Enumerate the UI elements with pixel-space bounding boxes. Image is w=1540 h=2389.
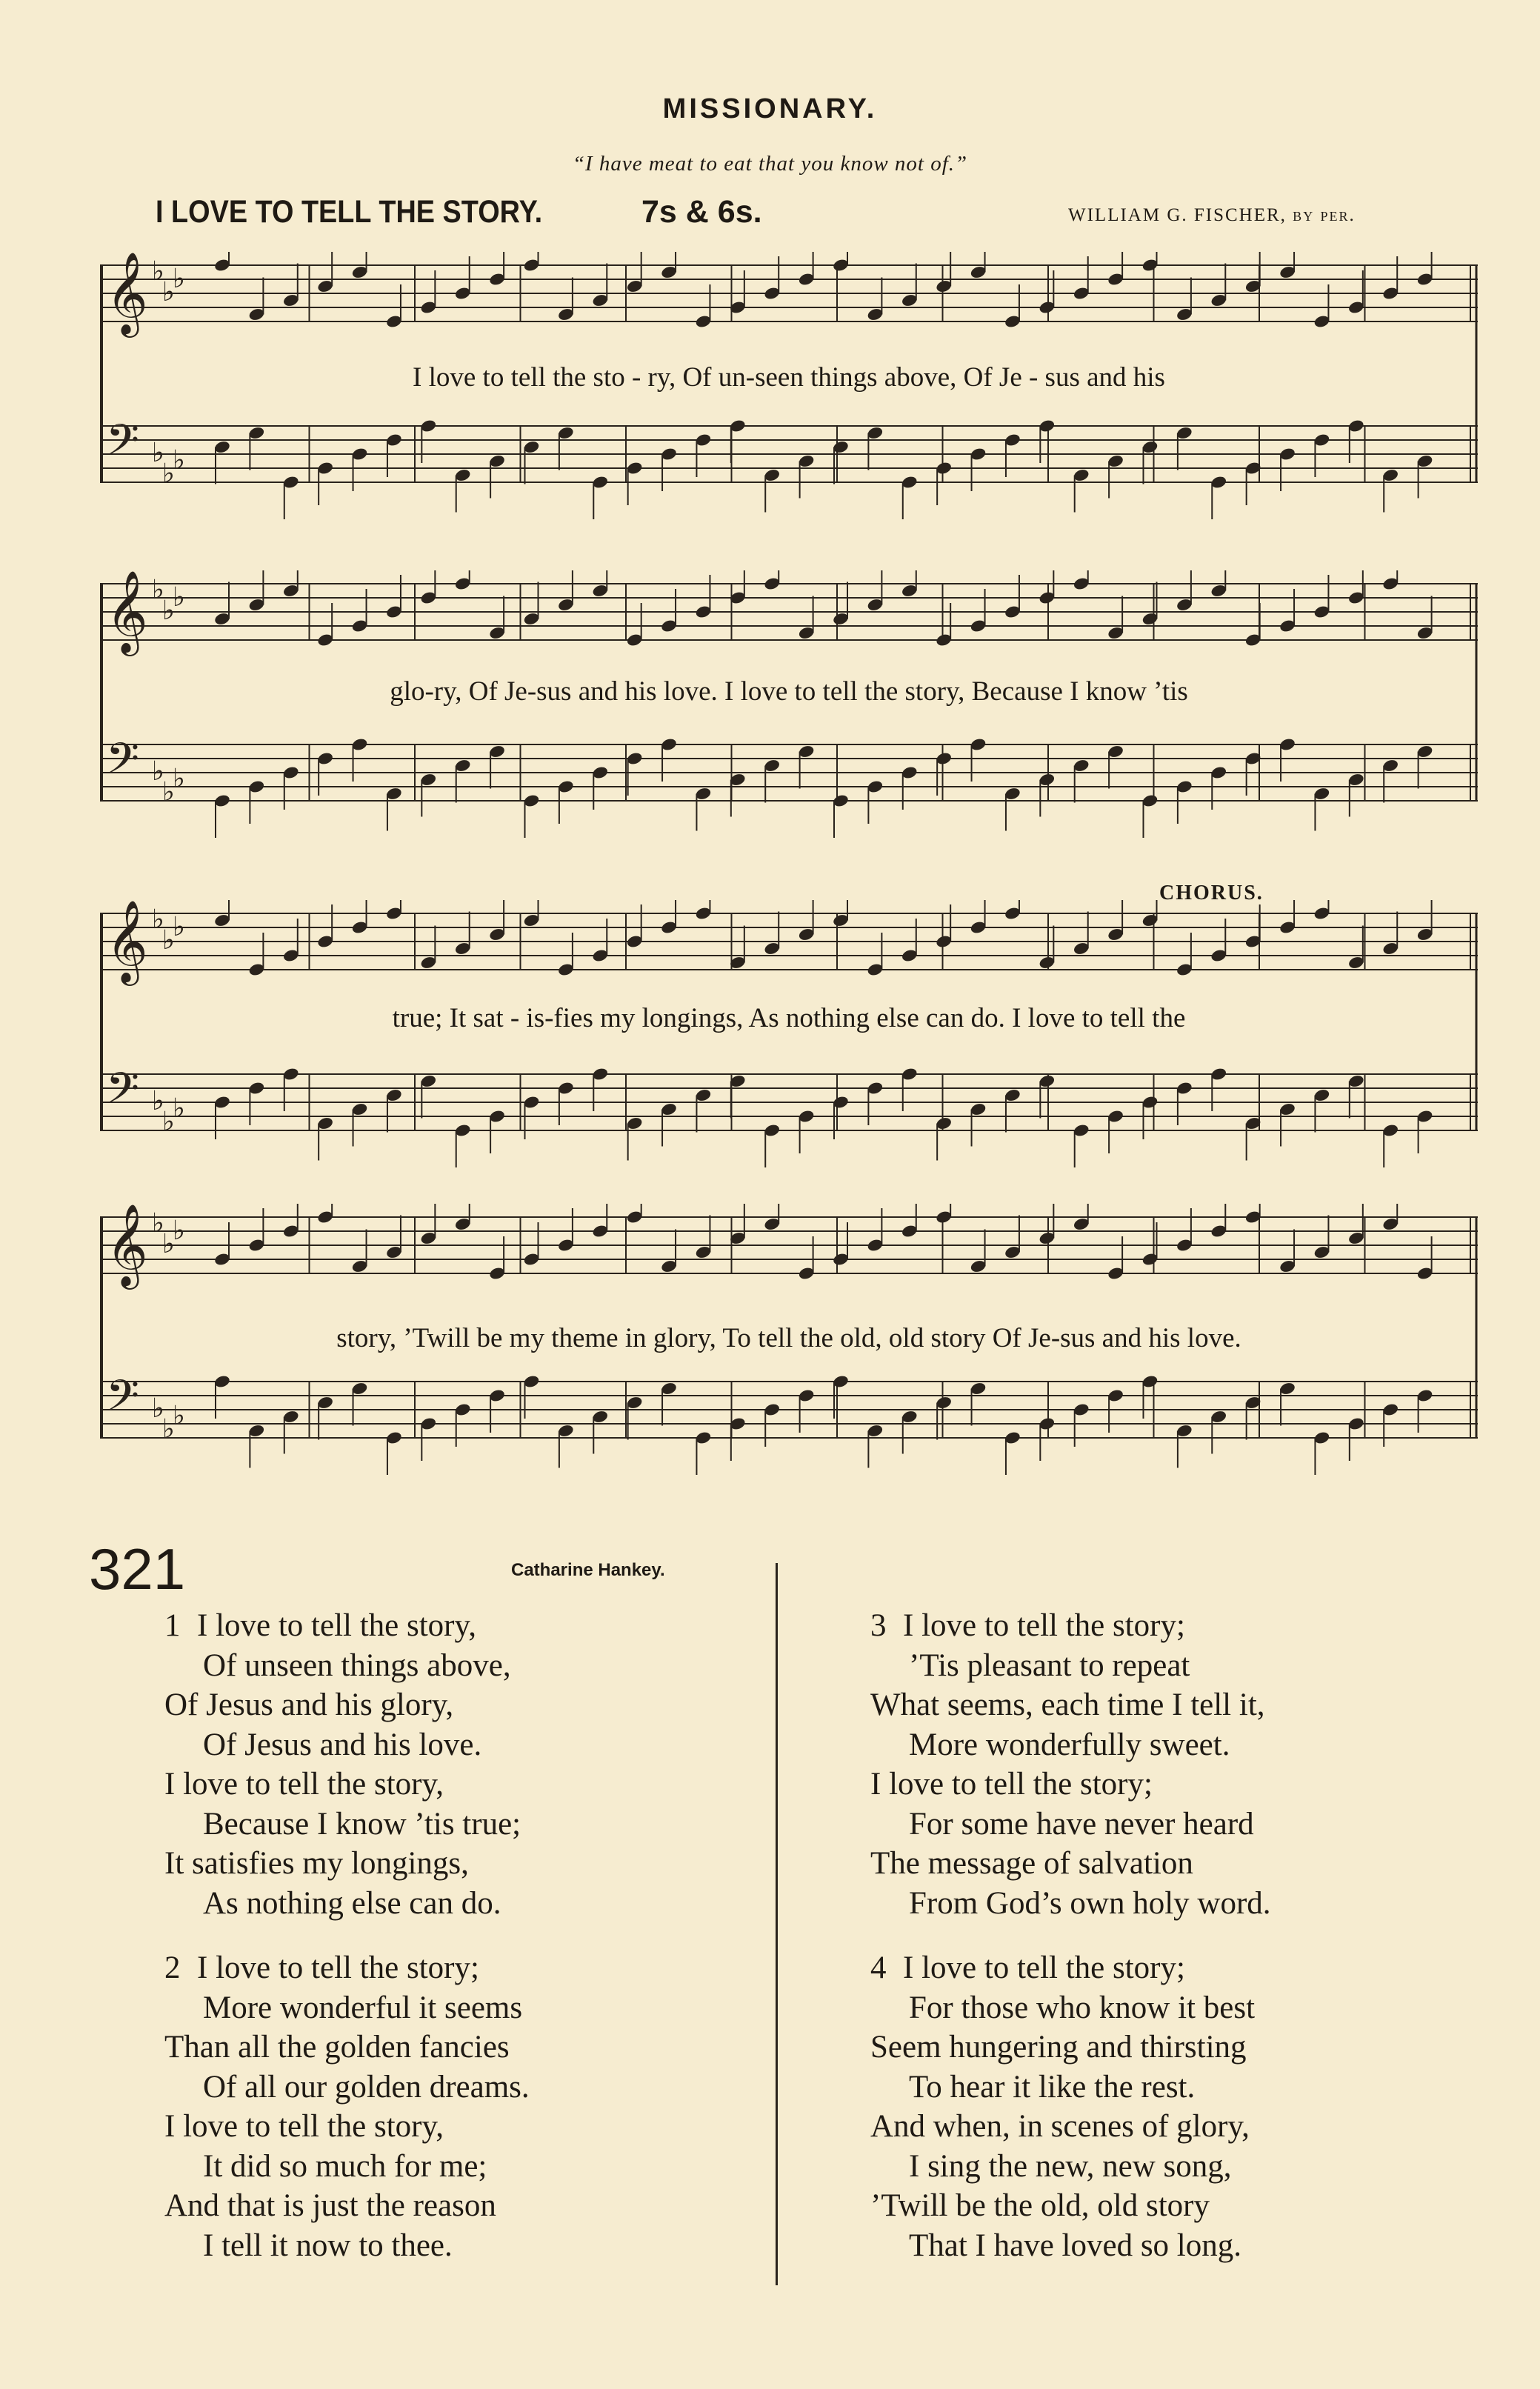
treble-clef-icon: 𝄞 [106, 252, 148, 334]
verse-line [870, 2028, 1255, 2068]
verse-line [164, 1844, 521, 1884]
flat-icon: ♭ [173, 764, 185, 794]
verse-line [870, 2186, 1255, 2226]
bass-clef-icon: 𝄢 [106, 415, 140, 476]
verse-line-text: To hear it like the rest. [909, 2069, 1196, 2105]
verse-line-text: That I have loved so long. [909, 2228, 1242, 2263]
verse-line-text: And that is just the reason [164, 2188, 496, 2223]
flat-icon: ♭ [162, 596, 175, 626]
verse-line-text: Because I know ’tis true; [203, 1806, 521, 1842]
verse-line-text: The message of salvation [870, 1846, 1193, 1881]
music-system-3 [100, 900, 1478, 1196]
verse-line-text: As nothing else can do. [203, 1885, 501, 1921]
flat-icon: ♭ [173, 1216, 185, 1246]
verse-line [870, 2147, 1255, 2187]
verse-line [164, 1988, 530, 2028]
verse-line-text: I love to tell the story; [903, 1950, 1185, 1985]
verse-4 [870, 1948, 1255, 2265]
verse-line-text: I sing the new, new song, [909, 2148, 1232, 2184]
verse-line-text: I love to tell the story, [164, 2109, 444, 2144]
verse-line [870, 1725, 1271, 1765]
flat-icon: ♭ [173, 1401, 185, 1431]
hymn-meter: 7s & 6s. [641, 194, 762, 230]
verse-line [164, 2068, 530, 2108]
flat-icon: ♭ [162, 459, 175, 489]
flat-icon: ♭ [152, 756, 164, 787]
flat-icon: ♭ [152, 1208, 164, 1239]
verse-line [164, 2226, 530, 2266]
bass-clef-icon: 𝄢 [106, 1370, 140, 1431]
lyric-line-3: true; It sat - is-fies my longings, As nothing else can do. I love to tell the [392, 1003, 1186, 1033]
verse-line-text: I love to tell the story; [903, 1608, 1185, 1643]
lyric-line-4: story, ’Twill be my theme in glory, To tell the old, old story Of Je-sus and his love. [336, 1323, 1241, 1353]
verse-line-text: I love to tell the story; [870, 1767, 1153, 1802]
verse-number: 1 [164, 1608, 181, 1643]
verse-line-text: I love to tell the story; [197, 1950, 479, 1985]
bass-clef-icon: 𝄢 [106, 1063, 140, 1124]
verse-number: 4 [870, 1950, 887, 1985]
verse-line-text: What seems, each time I tell it, [870, 1687, 1265, 1722]
verse-number: 3 [870, 1608, 887, 1643]
flat-icon: ♭ [152, 256, 164, 287]
verse-line [164, 1765, 521, 1805]
chorus-label: CHORUS. [1159, 882, 1264, 904]
flat-icon: ♭ [162, 1229, 175, 1259]
verse-line [164, 1725, 521, 1765]
verse-line-text: More wonderfully sweet. [909, 1727, 1230, 1762]
verse-line [870, 1948, 1255, 1988]
verse-line-text: More wonderful it seems [203, 1990, 523, 2025]
verse-line [164, 2186, 530, 2226]
verse-line-text: Seem hungering and thirsting [870, 2030, 1247, 2065]
verse-line [164, 1606, 521, 1646]
flat-icon: ♭ [162, 1107, 175, 1137]
flat-icon: ♭ [152, 1086, 164, 1116]
flat-icon: ♭ [173, 264, 185, 294]
staff-notation-2 [100, 570, 1478, 867]
verse-line [870, 1844, 1271, 1884]
music-system-1 [100, 252, 1478, 548]
verse-line [870, 1805, 1271, 1845]
column-divider [776, 1563, 778, 2285]
epigraph: “I have meat to eat that you know not of.” [572, 152, 968, 176]
verse-line-text: Of unseen things above, [203, 1647, 511, 1683]
flat-icon: ♭ [152, 575, 164, 605]
verse-line [870, 1765, 1271, 1805]
verse-line [164, 1646, 521, 1686]
flat-icon: ♭ [173, 582, 185, 613]
treble-clef-icon: 𝄞 [106, 1204, 148, 1286]
verse-line-text: Than all the golden fancies [164, 2030, 510, 2065]
composer-credit: WILLIAM G. FISCHER, by per. [1068, 205, 1356, 225]
flat-icon: ♭ [162, 925, 175, 956]
verse-line-text: For some have never heard [909, 1806, 1254, 1842]
flat-icon: ♭ [162, 277, 175, 307]
verse-line-text: ’Tis pleasant to repeat [909, 1647, 1190, 1683]
verse-line [164, 1805, 521, 1845]
music-system-2 [100, 570, 1478, 867]
hymn-title: I LOVE TO TELL THE STORY. [156, 194, 543, 230]
flat-icon: ♭ [162, 777, 175, 807]
treble-clef-icon: 𝄞 [106, 900, 148, 982]
verse-line [164, 1685, 521, 1725]
treble-clef-icon: 𝄞 [106, 570, 148, 653]
flat-icon: ♭ [173, 1093, 185, 1124]
verse-2 [164, 1948, 530, 2265]
verse-line-text: I tell it now to thee. [203, 2228, 453, 2263]
verse-1 [164, 1606, 521, 1923]
verse-line [870, 1606, 1271, 1646]
verse-3 [870, 1606, 1271, 1923]
flat-icon: ♭ [152, 904, 164, 935]
flat-icon: ♭ [173, 445, 185, 476]
lyric-line-2: glo-ry, Of Je-sus and his love. I love to tell the story, Because I know ’tis [390, 676, 1188, 707]
verse-line-text: Of Jesus and his love. [203, 1727, 482, 1762]
verse-line [164, 1884, 521, 1924]
verse-line-text: Of all our golden dreams. [203, 2069, 530, 2105]
flat-icon: ♭ [173, 912, 185, 942]
verse-line-text: And when, in scenes of glory, [870, 2109, 1250, 2144]
flat-icon: ♭ [152, 1393, 164, 1424]
verse-line [870, 1884, 1271, 1924]
verse-line-text: For those who know it best [909, 1990, 1256, 2025]
verse-line [870, 2068, 1255, 2108]
verse-line [870, 1646, 1271, 1686]
verse-line-text: I love to tell the story, [197, 1608, 476, 1643]
verse-line [164, 2107, 530, 2147]
flat-icon: ♭ [152, 438, 164, 468]
verse-line [164, 1948, 530, 1988]
verse-line [870, 2107, 1255, 2147]
verse-line [164, 2147, 530, 2187]
bass-clef-icon: 𝄢 [106, 733, 140, 794]
section-heading: MISSIONARY. [662, 93, 878, 124]
staff-notation-3 [100, 900, 1478, 1196]
verse-line [870, 1685, 1271, 1725]
staff-notation-1 [100, 252, 1478, 548]
staff-notation-4 [100, 1204, 1478, 1507]
verse-line-text: ’Twill be the old, old story [870, 2188, 1210, 2223]
verse-line [164, 2028, 530, 2068]
verse-line-text: From God’s own holy word. [909, 1885, 1271, 1921]
verse-line-text: I love to tell the story, [164, 1767, 444, 1802]
verse-number: 2 [164, 1950, 181, 1985]
verse-line-text: It satisfies my longings, [164, 1846, 469, 1881]
lyric-line-1: I love to tell the sto - ry, Of un-seen things above, Of Je - sus and his [413, 362, 1165, 393]
verse-line [870, 1988, 1255, 2028]
hymn-number: 321 [89, 1536, 186, 1602]
author-credit: Catharine Hankey. [511, 1560, 665, 1580]
verse-line-text: It did so much for me; [203, 2148, 487, 2184]
verse-line [870, 2226, 1255, 2266]
music-system-4 [100, 1204, 1478, 1507]
flat-icon: ♭ [162, 1414, 175, 1445]
verse-line-text: Of Jesus and his glory, [164, 1687, 454, 1722]
